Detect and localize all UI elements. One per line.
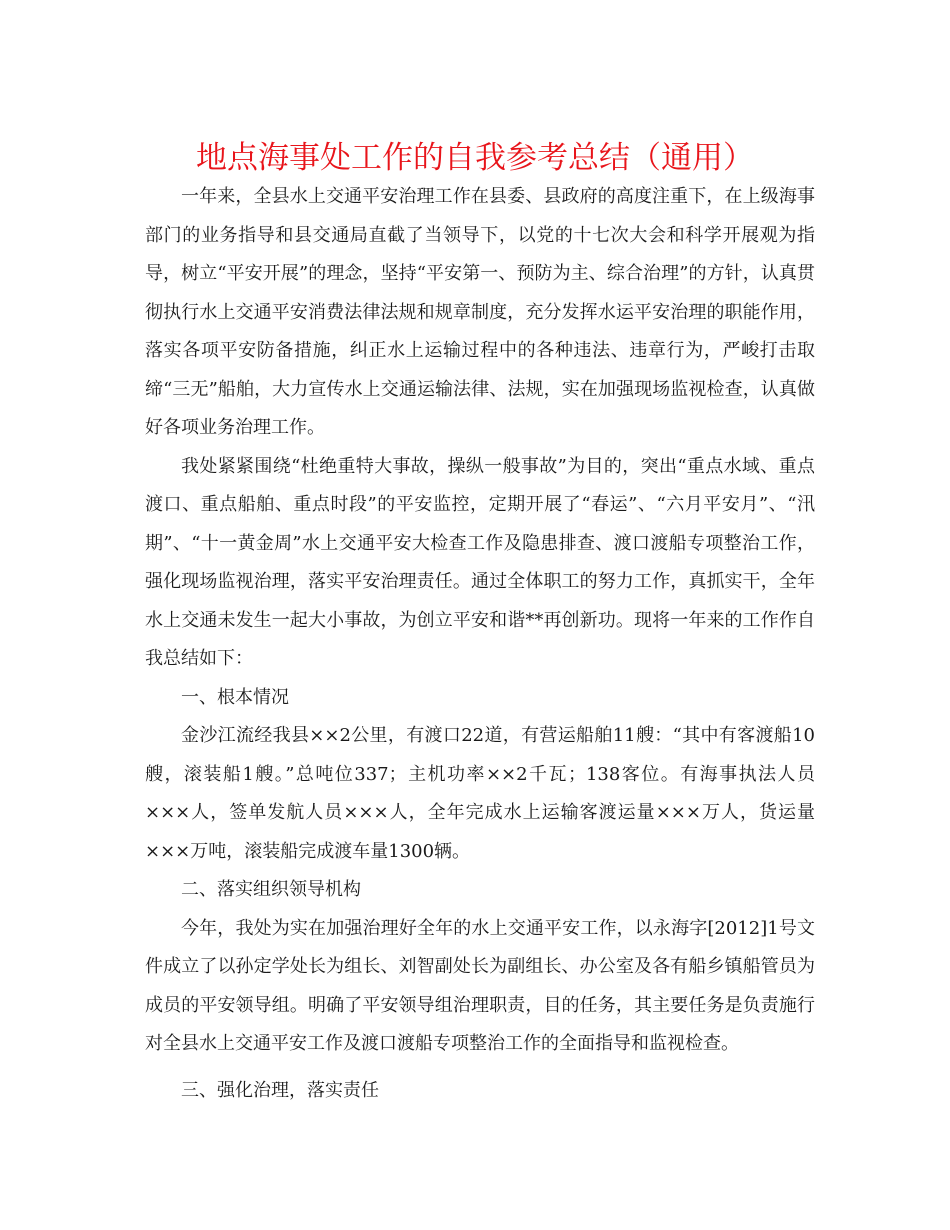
document-title: 地点海事处工作的自我参考总结（通用）	[196, 140, 754, 176]
paragraph-focus: 我处紧紧围绕“杜绝重特大事故，操纵一般事故”为目的，突出“重点水域、重点渡口、重点船舶、重点时段”的平安监控，定期开展了“春运”、“六月平安月”、“汛期”、“十一黄金周”水上交通平安大检查工作及隐患排查、渡口渡船专项整治工作，强化现场监视治理，落实平安治理责任。通过全体职工的努力工作，真抓实干，全年水上交通未发生一起大小事故，为创立平安和谐**再创新功。现将一年来的工作作自我总结如下：	[145, 455, 815, 669]
paragraph-organization: 今年，我处为实在加强治理好全年的水上交通平安工作，以永海字[2012]1号文件成立了以孙定学处长为组长、刘智副处长为副组长、办公室及各有船乡镇船管员为成员的平安领导组。明确了平安领导组治理职责，目的任务，其主要任务是负责施行对全县水上交通平安工作及渡口渡船专项整治工作的全面指导和监视检查。	[145, 917, 815, 1054]
paragraph-basic-situation: 金沙江流经我县××2公里，有渡口22道，有营运船舶11艘：“其中有客渡船10艘，滚装船1艘。”总吨位337；主机功率××2千瓦；138客位。有海事执法人员×××人，签单发航人员×××人，全年完成水上运输客渡运量×××万人，货运量×××万吨，滚装船完成渡车量1300辆。	[145, 725, 815, 862]
document-body	[145, 178, 815, 1110]
paragraph-intro: 一年来，全县水上交通平安治理工作在县委、县政府的高度注重下，在上级海事部门的业务指导和县交通局直截了当领导下，以党的十七次大会和科学开展观为指导，树立“平安开展”的理念，坚持“平安第一、预防为主、综合治理”的方针，认真贯彻执行水上交通平安消费法律法规和规章制度，充分发挥水运平安治理的职能作用，落实各项平安防备措施，纠正水上运输过程中的各种违法、违章行为，严峻打击取缔“三无”船舶，大力宣传水上交通运输法律、法规，实在加强现场监视检查，认真做好各项业务治理工作。	[145, 186, 815, 438]
section-heading-basic-situation: 一、根本情况	[181, 686, 289, 708]
section-heading-management: 三、强化治理，落实责任	[181, 1079, 379, 1101]
section-heading-organization: 二、落实组织领导机构	[181, 879, 361, 900]
